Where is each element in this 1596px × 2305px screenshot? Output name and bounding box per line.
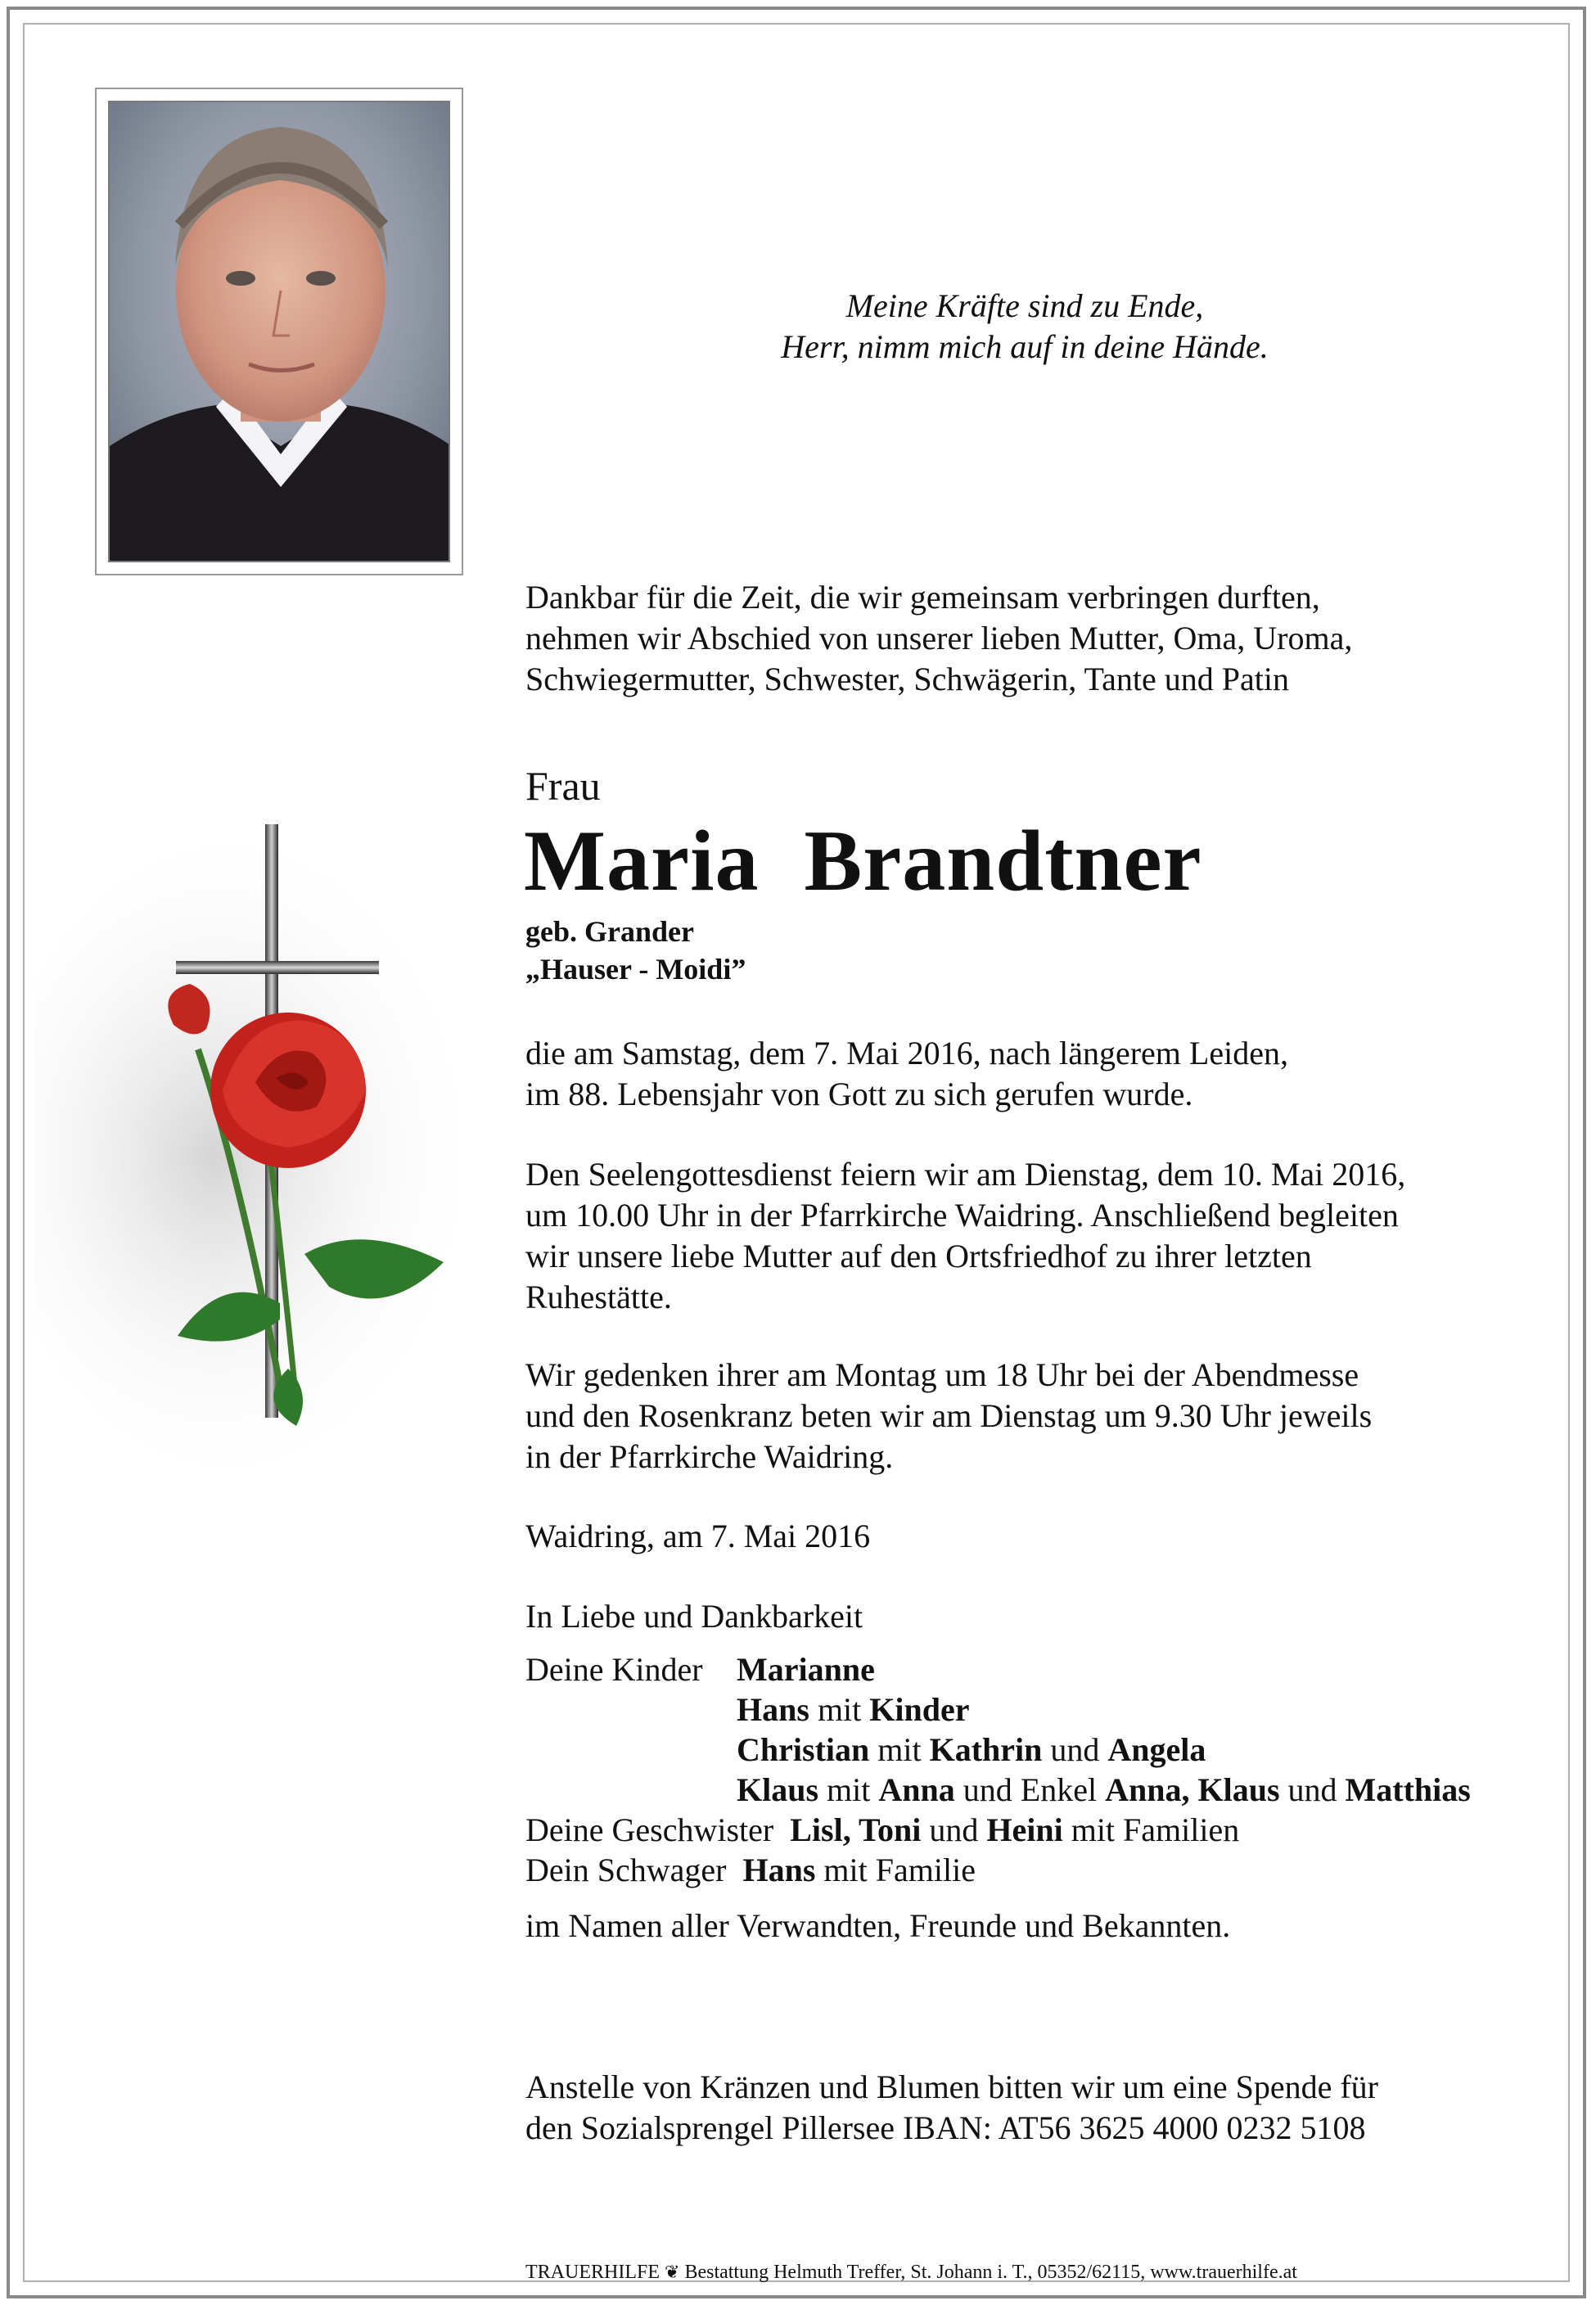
child-1: Marianne [737,1651,875,1688]
child-name: Klaus [737,1771,819,1808]
place-date: Waidring, am 7. Mai 2016 [525,1518,871,1554]
motto-line: Meine Kräfte sind zu Ende, [845,287,1204,324]
prayer-line: in der Pfarrkirche Waidring. [525,1438,894,1475]
funeral-line: um 10.00 Uhr in der Pfarrkirche Waidring. Anschließend begleiten [525,1197,1399,1234]
connector: und [1050,1731,1100,1768]
portrait-image [110,102,450,562]
relative-name: Matthias [1345,1771,1471,1808]
salutation: Frau [525,763,601,809]
nickname: „Hauser - Moidi” [525,953,746,986]
child-4 [737,1770,1471,1811]
relative-name: Kathrin [929,1731,1043,1768]
portrait-photo [108,101,450,562]
brother-in-law-line [525,1850,976,1891]
rose-bloom [210,1013,366,1168]
funeral-line: Den Seelengottesdienst feiern wir am Dienstag, dem 10. Mai 2016, [525,1156,1406,1193]
siblings-suffix: mit Familien [1071,1811,1240,1848]
siblings-line [525,1810,1239,1851]
portrait-frame [95,88,463,575]
funeral-line: wir unsere liebe Mutter auf den Ortsfriedhof zu ihrer letzten [525,1238,1312,1274]
siblings-label: Deine Geschwister [525,1811,774,1848]
connector: mit [827,1771,871,1808]
relative-name: Anna, Klaus [1105,1771,1280,1808]
death-notice [525,1033,1288,1115]
prayer-line: Wir gedenken ihrer am Montag um 18 Uhr bei der Abendmesse [525,1356,1359,1393]
intro-text [525,577,1352,700]
prayer-line: und den Rosenkranz beten wir am Dienstag um 9.30 Uhr jeweils [525,1397,1373,1434]
motto [665,286,1385,368]
funeral-line: Ruhestätte. [525,1279,672,1315]
sibling-names: Heini [986,1811,1063,1848]
intro-line: nehmen wir Abschied von unserer lieben Mutter, Oma, Uroma, [525,620,1353,656]
connector: mit [817,1691,862,1728]
intro-line: Dankbar für die Zeit, die wir gemeinsam verbringen durften, [525,579,1320,616]
death-notice-line: im 88. Lebensjahr von Gott zu sich gerufen wurde. [525,1076,1193,1112]
relatives-line: im Namen aller Verwandten, Freunde und Bekannten. [525,1907,1231,1944]
children-label: Deine Kinder [525,1651,703,1688]
intro-line: Schwiegermutter, Schwester, Schwägerin, Tante und Patin [525,661,1290,697]
brother-in-law-name: Hans [742,1852,816,1888]
birth-name: geb. Grander [525,915,694,948]
footer-brand: TRAUERHILFE [525,2262,660,2283]
donation-line: den Sozialsprengel Pillersee IBAN: AT56 3625 4000 0232 5108 [525,2109,1366,2146]
dove-icon: ❦ [665,2262,680,2282]
funeral-info [525,1154,1405,1318]
brother-in-law-suffix: mit Familie [823,1852,976,1888]
footer-details: Bestattung Helmuth Treffer, St. Johann i. T., 05352/62115, www.trauerhilfe.at [684,2262,1297,2283]
relative-name: Angela [1107,1731,1206,1768]
closing-line: In Liebe und Dankbarkeit [525,1598,863,1635]
motto-line: Herr, nimm mich auf in deine Hände. [781,328,1269,365]
sibling-names: Lisl, Toni [790,1811,922,1848]
death-notice-line: die am Samstag, dem 7. Mai 2016, nach längerem Leiden, [525,1035,1288,1071]
deceased-name: Maria Brandtner [524,813,1202,909]
child-name: Hans [737,1691,809,1728]
connector: und [929,1811,979,1848]
footer [525,2261,1297,2284]
brother-in-law-label: Dein Schwager [525,1852,727,1888]
obituary-card [7,7,1586,2298]
connector: mit [877,1731,922,1768]
connector: und [1287,1771,1337,1808]
cross-horizontal [176,961,379,974]
prayer-info [525,1355,1372,1477]
child-2 [737,1689,970,1730]
donation-note [525,2067,1378,2149]
cross-rose-illustration [34,747,525,1532]
connector: und Enkel [963,1771,1098,1808]
child-name: Christian [737,1731,870,1768]
donation-line: Anstelle von Kränzen und Blumen bitten wir um eine Spende für [525,2068,1378,2105]
relative-name: Anna [878,1771,955,1808]
relative-name: Kinder [869,1691,970,1728]
child-3 [737,1730,1206,1770]
